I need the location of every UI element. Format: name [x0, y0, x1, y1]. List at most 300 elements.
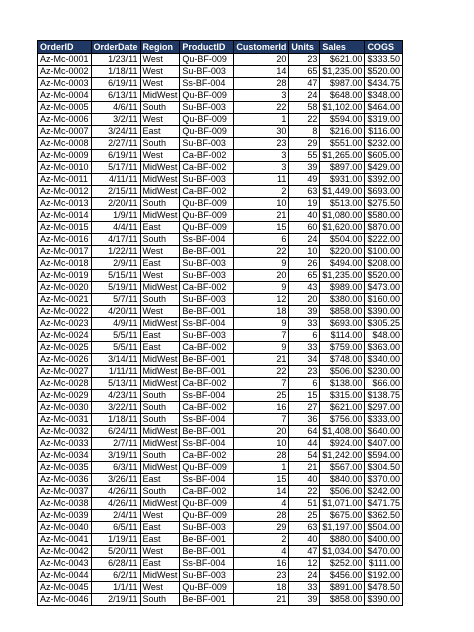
customer-id-cell[interactable]: 20 — [234, 54, 289, 66]
customer-id-cell[interactable]: 16 — [234, 558, 289, 570]
customer-id-cell[interactable]: 9 — [234, 258, 289, 270]
product-id-cell[interactable]: Ss-BF-004 — [180, 558, 234, 570]
product-id-cell[interactable]: Su-BF-003 — [180, 570, 234, 582]
region-cell[interactable]: East — [140, 126, 180, 138]
units-cell[interactable]: 60 — [289, 222, 320, 234]
order-date-cell[interactable]: 6/19/11 — [91, 78, 140, 90]
sales-cell[interactable]: $456.00 — [320, 570, 365, 582]
units-cell[interactable]: 23 — [289, 54, 320, 66]
customer-id-cell[interactable]: 22 — [234, 246, 289, 258]
customer-id-cell[interactable]: 22 — [234, 102, 289, 114]
sales-cell[interactable]: $1,242.00 — [320, 450, 365, 462]
region-cell[interactable]: West — [140, 546, 180, 558]
cogs-cell[interactable]: $333.00 — [365, 414, 403, 426]
order-id-cell[interactable]: Az-Mc-0029 — [38, 390, 92, 402]
units-cell[interactable]: 49 — [289, 174, 320, 186]
region-cell[interactable]: East — [140, 330, 180, 342]
region-cell[interactable]: MidWest — [140, 366, 180, 378]
product-id-cell[interactable]: Ss-BF-004 — [180, 414, 234, 426]
product-id-cell[interactable]: Su-BF-003 — [180, 174, 234, 186]
customer-id-cell[interactable]: 20 — [234, 426, 289, 438]
sales-cell[interactable]: $748.00 — [320, 354, 365, 366]
cogs-cell[interactable]: $333.50 — [365, 54, 403, 66]
order-id-cell[interactable]: Az-Mc-0011 — [38, 174, 92, 186]
customer-id-cell[interactable]: 6 — [234, 234, 289, 246]
units-cell[interactable]: 26 — [289, 258, 320, 270]
customer-id-cell[interactable]: 23 — [234, 138, 289, 150]
order-id-cell[interactable]: Az-Mc-0046 — [38, 594, 92, 606]
sales-cell[interactable]: $1,449.00 — [320, 186, 365, 198]
cogs-cell[interactable]: $464.00 — [365, 102, 403, 114]
header-cogs[interactable]: COGS — [365, 41, 403, 54]
customer-id-cell[interactable]: 18 — [234, 582, 289, 594]
cogs-cell[interactable]: $870.00 — [365, 222, 403, 234]
region-cell[interactable]: South — [140, 486, 180, 498]
customer-id-cell[interactable]: 7 — [234, 378, 289, 390]
sales-cell[interactable]: $594.00 — [320, 114, 365, 126]
customer-id-cell[interactable]: 30 — [234, 126, 289, 138]
product-id-cell[interactable]: Su-BF-003 — [180, 522, 234, 534]
product-id-cell[interactable]: Su-BF-003 — [180, 258, 234, 270]
sales-cell[interactable]: $216.00 — [320, 126, 365, 138]
order-date-cell[interactable]: 5/5/11 — [91, 342, 140, 354]
product-id-cell[interactable]: Ss-BF-004 — [180, 234, 234, 246]
order-id-cell[interactable]: Az-Mc-0027 — [38, 366, 92, 378]
order-date-cell[interactable]: 4/6/11 — [91, 102, 140, 114]
customer-id-cell[interactable]: 10 — [234, 438, 289, 450]
region-cell[interactable]: West — [140, 270, 180, 282]
order-id-cell[interactable]: Az-Mc-0033 — [38, 438, 92, 450]
cogs-cell[interactable]: $580.00 — [365, 210, 403, 222]
cogs-cell[interactable]: $390.00 — [365, 306, 403, 318]
order-date-cell[interactable]: 1/22/11 — [91, 246, 140, 258]
product-id-cell[interactable]: Be-BF-001 — [180, 426, 234, 438]
units-cell[interactable]: 47 — [289, 546, 320, 558]
region-cell[interactable]: South — [140, 450, 180, 462]
customer-id-cell[interactable]: 4 — [234, 498, 289, 510]
product-id-cell[interactable]: Qu-BF-009 — [180, 198, 234, 210]
cogs-cell[interactable]: $208.00 — [365, 258, 403, 270]
units-cell[interactable]: 10 — [289, 246, 320, 258]
cogs-cell[interactable]: $640.00 — [365, 426, 403, 438]
order-date-cell[interactable]: 3/2/11 — [91, 114, 140, 126]
product-id-cell[interactable]: Su-BF-003 — [180, 66, 234, 78]
units-cell[interactable]: 12 — [289, 558, 320, 570]
order-date-cell[interactable]: 5/15/11 — [91, 270, 140, 282]
sales-cell[interactable]: $987.00 — [320, 78, 365, 90]
customer-id-cell[interactable]: 14 — [234, 66, 289, 78]
customer-id-cell[interactable]: 14 — [234, 486, 289, 498]
order-date-cell[interactable]: 4/11/11 — [91, 174, 140, 186]
header-customer-id[interactable]: CustomerId — [234, 41, 289, 54]
order-id-cell[interactable]: Az-Mc-0043 — [38, 558, 92, 570]
customer-id-cell[interactable]: 21 — [234, 210, 289, 222]
order-id-cell[interactable]: Az-Mc-0023 — [38, 318, 92, 330]
order-id-cell[interactable]: Az-Mc-0032 — [38, 426, 92, 438]
units-cell[interactable]: 44 — [289, 438, 320, 450]
sales-cell[interactable]: $989.00 — [320, 282, 365, 294]
cogs-cell[interactable]: $520.00 — [365, 66, 403, 78]
order-date-cell[interactable]: 5/20/11 — [91, 546, 140, 558]
order-date-cell[interactable]: 3/24/11 — [91, 126, 140, 138]
sales-cell[interactable]: $252.00 — [320, 558, 365, 570]
region-cell[interactable]: South — [140, 138, 180, 150]
region-cell[interactable]: MidWest — [140, 90, 180, 102]
customer-id-cell[interactable]: 28 — [234, 510, 289, 522]
product-id-cell[interactable]: Qu-BF-009 — [180, 582, 234, 594]
region-cell[interactable]: West — [140, 510, 180, 522]
region-cell[interactable]: West — [140, 66, 180, 78]
cogs-cell[interactable]: $693.00 — [365, 186, 403, 198]
header-product-id[interactable]: ProductID — [180, 41, 234, 54]
cogs-cell[interactable]: $230.00 — [365, 366, 403, 378]
order-id-cell[interactable]: Az-Mc-0009 — [38, 150, 92, 162]
order-id-cell[interactable]: Az-Mc-0001 — [38, 54, 92, 66]
customer-id-cell[interactable]: 10 — [234, 198, 289, 210]
customer-id-cell[interactable]: 7 — [234, 330, 289, 342]
order-date-cell[interactable]: 2/7/11 — [91, 438, 140, 450]
product-id-cell[interactable]: Ca-BF-002 — [180, 450, 234, 462]
cogs-cell[interactable]: $504.00 — [365, 522, 403, 534]
order-id-cell[interactable]: Az-Mc-0038 — [38, 498, 92, 510]
units-cell[interactable]: 58 — [289, 102, 320, 114]
product-id-cell[interactable]: Ca-BF-002 — [180, 162, 234, 174]
order-date-cell[interactable]: 6/24/11 — [91, 426, 140, 438]
region-cell[interactable]: South — [140, 102, 180, 114]
order-id-cell[interactable]: Az-Mc-0030 — [38, 402, 92, 414]
sales-cell[interactable]: $1,620.00 — [320, 222, 365, 234]
product-id-cell[interactable]: Su-BF-003 — [180, 102, 234, 114]
units-cell[interactable]: 40 — [289, 474, 320, 486]
cogs-cell[interactable]: $478.50 — [365, 582, 403, 594]
product-id-cell[interactable]: Ss-BF-004 — [180, 78, 234, 90]
region-cell[interactable]: East — [140, 258, 180, 270]
cogs-cell[interactable]: $471.75 — [365, 498, 403, 510]
units-cell[interactable]: 19 — [289, 198, 320, 210]
units-cell[interactable]: 27 — [289, 402, 320, 414]
order-id-cell[interactable]: Az-Mc-0044 — [38, 570, 92, 582]
units-cell[interactable]: 63 — [289, 186, 320, 198]
order-date-cell[interactable]: 6/5/11 — [91, 522, 140, 534]
region-cell[interactable]: West — [140, 114, 180, 126]
sales-cell[interactable]: $880.00 — [320, 534, 365, 546]
customer-id-cell[interactable]: 12 — [234, 294, 289, 306]
sales-cell[interactable]: $315.00 — [320, 390, 365, 402]
product-id-cell[interactable]: Ca-BF-002 — [180, 486, 234, 498]
order-date-cell[interactable]: 1/19/11 — [91, 534, 140, 546]
product-id-cell[interactable]: Be-BF-001 — [180, 366, 234, 378]
product-id-cell[interactable]: Qu-BF-009 — [180, 90, 234, 102]
order-id-cell[interactable]: Az-Mc-0007 — [38, 126, 92, 138]
order-date-cell[interactable]: 2/20/11 — [91, 198, 140, 210]
order-date-cell[interactable]: 4/4/11 — [91, 222, 140, 234]
cogs-cell[interactable]: $434.75 — [365, 78, 403, 90]
order-id-cell[interactable]: Az-Mc-0020 — [38, 282, 92, 294]
product-id-cell[interactable]: Be-BF-001 — [180, 534, 234, 546]
units-cell[interactable]: 8 — [289, 126, 320, 138]
product-id-cell[interactable]: Qu-BF-009 — [180, 126, 234, 138]
cogs-cell[interactable]: $319.00 — [365, 114, 403, 126]
order-id-cell[interactable]: Az-Mc-0036 — [38, 474, 92, 486]
header-units[interactable]: Units — [289, 41, 320, 54]
order-id-cell[interactable]: Az-Mc-0012 — [38, 186, 92, 198]
region-cell[interactable]: MidWest — [140, 438, 180, 450]
order-date-cell[interactable]: 1/18/11 — [91, 66, 140, 78]
units-cell[interactable]: 33 — [289, 318, 320, 330]
cogs-cell[interactable]: $520.00 — [365, 270, 403, 282]
product-id-cell[interactable]: Be-BF-001 — [180, 594, 234, 606]
sales-cell[interactable]: $138.00 — [320, 378, 365, 390]
order-date-cell[interactable]: 5/13/11 — [91, 378, 140, 390]
order-id-cell[interactable]: Az-Mc-0040 — [38, 522, 92, 534]
order-date-cell[interactable]: 1/9/11 — [91, 210, 140, 222]
order-date-cell[interactable]: 2/4/11 — [91, 510, 140, 522]
units-cell[interactable]: 55 — [289, 150, 320, 162]
customer-id-cell[interactable]: 23 — [234, 570, 289, 582]
sales-cell[interactable]: $504.00 — [320, 234, 365, 246]
order-date-cell[interactable]: 3/19/11 — [91, 450, 140, 462]
product-id-cell[interactable]: Su-BF-003 — [180, 138, 234, 150]
order-date-cell[interactable]: 4/20/11 — [91, 306, 140, 318]
customer-id-cell[interactable]: 3 — [234, 150, 289, 162]
sales-cell[interactable]: $380.00 — [320, 294, 365, 306]
region-cell[interactable]: South — [140, 294, 180, 306]
order-id-cell[interactable]: Az-Mc-0021 — [38, 294, 92, 306]
cogs-cell[interactable]: $407.00 — [365, 438, 403, 450]
units-cell[interactable]: 47 — [289, 78, 320, 90]
units-cell[interactable]: 65 — [289, 66, 320, 78]
sales-cell[interactable]: $693.00 — [320, 318, 365, 330]
region-cell[interactable]: East — [140, 558, 180, 570]
order-id-cell[interactable]: Az-Mc-0015 — [38, 222, 92, 234]
product-id-cell[interactable]: Su-BF-003 — [180, 294, 234, 306]
order-date-cell[interactable]: 2/15/11 — [91, 186, 140, 198]
cogs-cell[interactable]: $390.00 — [365, 594, 403, 606]
units-cell[interactable]: 54 — [289, 450, 320, 462]
order-date-cell[interactable]: 4/26/11 — [91, 498, 140, 510]
sales-cell[interactable]: $567.00 — [320, 462, 365, 474]
order-date-cell[interactable]: 2/27/11 — [91, 138, 140, 150]
units-cell[interactable]: 34 — [289, 354, 320, 366]
order-id-cell[interactable]: Az-Mc-0002 — [38, 66, 92, 78]
units-cell[interactable]: 64 — [289, 426, 320, 438]
order-id-cell[interactable]: Az-Mc-0005 — [38, 102, 92, 114]
header-order-id[interactable]: OrderID — [38, 41, 92, 54]
customer-id-cell[interactable]: 22 — [234, 366, 289, 378]
order-date-cell[interactable]: 2/9/11 — [91, 258, 140, 270]
customer-id-cell[interactable]: 25 — [234, 390, 289, 402]
customer-id-cell[interactable]: 29 — [234, 522, 289, 534]
customer-id-cell[interactable]: 15 — [234, 222, 289, 234]
order-id-cell[interactable]: Az-Mc-0008 — [38, 138, 92, 150]
product-id-cell[interactable]: Ss-BF-004 — [180, 390, 234, 402]
units-cell[interactable]: 40 — [289, 210, 320, 222]
sales-cell[interactable]: $1,034.00 — [320, 546, 365, 558]
sales-cell[interactable]: $506.00 — [320, 486, 365, 498]
region-cell[interactable]: East — [140, 534, 180, 546]
order-id-cell[interactable]: Az-Mc-0017 — [38, 246, 92, 258]
customer-id-cell[interactable]: 28 — [234, 450, 289, 462]
units-cell[interactable]: 65 — [289, 270, 320, 282]
product-id-cell[interactable]: Ss-BF-004 — [180, 438, 234, 450]
customer-id-cell[interactable]: 20 — [234, 270, 289, 282]
units-cell[interactable]: 33 — [289, 342, 320, 354]
cogs-cell[interactable]: $348.00 — [365, 90, 403, 102]
region-cell[interactable]: West — [140, 582, 180, 594]
cogs-cell[interactable]: $100.00 — [365, 246, 403, 258]
order-id-cell[interactable]: Az-Mc-0004 — [38, 90, 92, 102]
product-id-cell[interactable]: Qu-BF-009 — [180, 210, 234, 222]
header-sales[interactable]: Sales — [320, 41, 365, 54]
region-cell[interactable]: MidWest — [140, 354, 180, 366]
units-cell[interactable]: 24 — [289, 234, 320, 246]
cogs-cell[interactable]: $275.50 — [365, 198, 403, 210]
customer-id-cell[interactable]: 7 — [234, 414, 289, 426]
order-date-cell[interactable]: 4/26/11 — [91, 486, 140, 498]
cogs-cell[interactable]: $362.50 — [365, 510, 403, 522]
cogs-cell[interactable]: $594.00 — [365, 450, 403, 462]
region-cell[interactable]: West — [140, 150, 180, 162]
cogs-cell[interactable]: $48.00 — [365, 330, 403, 342]
sales-cell[interactable]: $494.00 — [320, 258, 365, 270]
cogs-cell[interactable]: $160.00 — [365, 294, 403, 306]
region-cell[interactable]: East — [140, 222, 180, 234]
cogs-cell[interactable]: $605.00 — [365, 150, 403, 162]
sales-cell[interactable]: $1,235.00 — [320, 270, 365, 282]
product-id-cell[interactable]: Ca-BF-002 — [180, 150, 234, 162]
sales-cell[interactable]: $506.00 — [320, 366, 365, 378]
cogs-cell[interactable]: $304.50 — [365, 462, 403, 474]
sales-cell[interactable]: $1,265.00 — [320, 150, 365, 162]
customer-id-cell[interactable]: 1 — [234, 462, 289, 474]
units-cell[interactable]: 43 — [289, 282, 320, 294]
units-cell[interactable]: 40 — [289, 534, 320, 546]
order-id-cell[interactable]: Az-Mc-0003 — [38, 78, 92, 90]
product-id-cell[interactable]: Ca-BF-002 — [180, 186, 234, 198]
order-id-cell[interactable]: Az-Mc-0022 — [38, 306, 92, 318]
region-cell[interactable]: MidWest — [140, 570, 180, 582]
cogs-cell[interactable]: $138.75 — [365, 390, 403, 402]
region-cell[interactable]: South — [140, 402, 180, 414]
sales-cell[interactable]: $513.00 — [320, 198, 365, 210]
sales-cell[interactable]: $621.00 — [320, 402, 365, 414]
order-id-cell[interactable]: Az-Mc-0039 — [38, 510, 92, 522]
units-cell[interactable]: 6 — [289, 378, 320, 390]
region-cell[interactable]: East — [140, 342, 180, 354]
customer-id-cell[interactable]: 9 — [234, 318, 289, 330]
order-id-cell[interactable]: Az-Mc-0006 — [38, 114, 92, 126]
units-cell[interactable]: 63 — [289, 522, 320, 534]
product-id-cell[interactable]: Ca-BF-002 — [180, 342, 234, 354]
order-date-cell[interactable]: 5/17/11 — [91, 162, 140, 174]
order-id-cell[interactable]: Az-Mc-0019 — [38, 270, 92, 282]
cogs-cell[interactable]: $470.00 — [365, 546, 403, 558]
sales-cell[interactable]: $1,197.00 — [320, 522, 365, 534]
region-cell[interactable]: South — [140, 390, 180, 402]
cogs-cell[interactable]: $297.00 — [365, 402, 403, 414]
units-cell[interactable]: 36 — [289, 414, 320, 426]
order-id-cell[interactable]: Az-Mc-0028 — [38, 378, 92, 390]
order-id-cell[interactable]: Az-Mc-0045 — [38, 582, 92, 594]
order-date-cell[interactable]: 2/19/11 — [91, 594, 140, 606]
units-cell[interactable]: 21 — [289, 462, 320, 474]
order-date-cell[interactable]: 6/2/11 — [91, 570, 140, 582]
customer-id-cell[interactable]: 21 — [234, 354, 289, 366]
region-cell[interactable]: MidWest — [140, 186, 180, 198]
order-id-cell[interactable]: Az-Mc-0034 — [38, 450, 92, 462]
order-id-cell[interactable]: Az-Mc-0042 — [38, 546, 92, 558]
cogs-cell[interactable]: $429.00 — [365, 162, 403, 174]
order-id-cell[interactable]: Az-Mc-0014 — [38, 210, 92, 222]
cogs-cell[interactable]: $363.00 — [365, 342, 403, 354]
order-id-cell[interactable]: Az-Mc-0031 — [38, 414, 92, 426]
order-id-cell[interactable]: Az-Mc-0035 — [38, 462, 92, 474]
customer-id-cell[interactable]: 18 — [234, 306, 289, 318]
order-date-cell[interactable]: 3/14/11 — [91, 354, 140, 366]
header-order-date[interactable]: OrderDate — [91, 41, 140, 54]
region-cell[interactable]: MidWest — [140, 498, 180, 510]
customer-id-cell[interactable]: 4 — [234, 546, 289, 558]
product-id-cell[interactable]: Su-BF-003 — [180, 330, 234, 342]
order-date-cell[interactable]: 5/5/11 — [91, 330, 140, 342]
order-id-cell[interactable]: Az-Mc-0024 — [38, 330, 92, 342]
order-date-cell[interactable]: 3/22/11 — [91, 402, 140, 414]
sales-cell[interactable]: $858.00 — [320, 594, 365, 606]
region-cell[interactable]: MidWest — [140, 282, 180, 294]
region-cell[interactable]: MidWest — [140, 162, 180, 174]
order-id-cell[interactable]: Az-Mc-0018 — [38, 258, 92, 270]
product-id-cell[interactable]: Be-BF-001 — [180, 354, 234, 366]
units-cell[interactable]: 24 — [289, 570, 320, 582]
sales-cell[interactable]: $1,408.00 — [320, 426, 365, 438]
sales-cell[interactable]: $924.00 — [320, 438, 365, 450]
region-cell[interactable]: South — [140, 198, 180, 210]
sales-cell[interactable]: $1,102.00 — [320, 102, 365, 114]
product-id-cell[interactable]: Ss-BF-004 — [180, 474, 234, 486]
units-cell[interactable]: 6 — [289, 330, 320, 342]
cogs-cell[interactable]: $305.25 — [365, 318, 403, 330]
sales-cell[interactable]: $114.00 — [320, 330, 365, 342]
sales-cell[interactable]: $840.00 — [320, 474, 365, 486]
sales-cell[interactable]: $891.00 — [320, 582, 365, 594]
cogs-cell[interactable]: $370.00 — [365, 474, 403, 486]
customer-id-cell[interactable]: 3 — [234, 90, 289, 102]
units-cell[interactable]: 51 — [289, 498, 320, 510]
sales-cell[interactable]: $858.00 — [320, 306, 365, 318]
customer-id-cell[interactable]: 21 — [234, 594, 289, 606]
cogs-cell[interactable]: $242.00 — [365, 486, 403, 498]
cogs-cell[interactable]: $192.00 — [365, 570, 403, 582]
sales-cell[interactable]: $675.00 — [320, 510, 365, 522]
sales-cell[interactable]: $897.00 — [320, 162, 365, 174]
product-id-cell[interactable]: Qu-BF-009 — [180, 462, 234, 474]
product-id-cell[interactable]: Ca-BF-002 — [180, 378, 234, 390]
order-id-cell[interactable]: Az-Mc-0041 — [38, 534, 92, 546]
region-cell[interactable]: East — [140, 474, 180, 486]
region-cell[interactable]: South — [140, 234, 180, 246]
customer-id-cell[interactable]: 9 — [234, 342, 289, 354]
region-cell[interactable]: MidWest — [140, 210, 180, 222]
order-date-cell[interactable]: 5/19/11 — [91, 282, 140, 294]
units-cell[interactable]: 25 — [289, 510, 320, 522]
cogs-cell[interactable]: $473.00 — [365, 282, 403, 294]
customer-id-cell[interactable]: 16 — [234, 402, 289, 414]
order-date-cell[interactable]: 4/23/11 — [91, 390, 140, 402]
customer-id-cell[interactable]: 28 — [234, 78, 289, 90]
order-date-cell[interactable]: 6/28/11 — [91, 558, 140, 570]
cogs-cell[interactable]: $232.00 — [365, 138, 403, 150]
units-cell[interactable]: 39 — [289, 162, 320, 174]
